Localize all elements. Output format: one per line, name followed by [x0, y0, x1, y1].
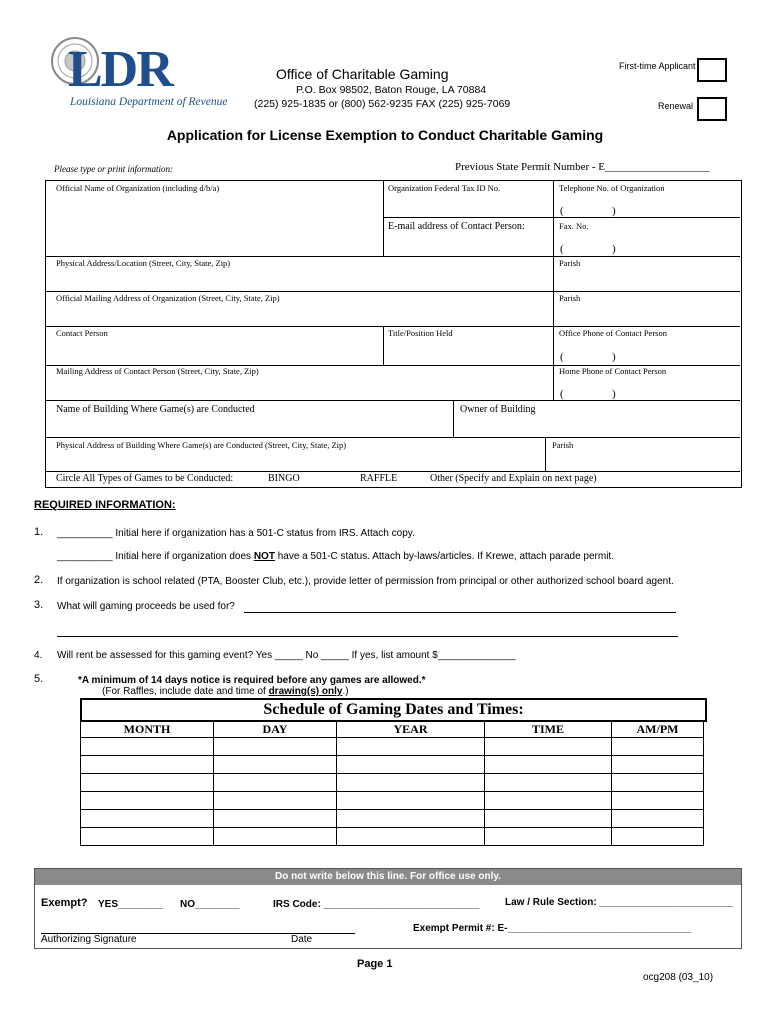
exempt-yes-field[interactable]: YES________: [98, 899, 163, 910]
schedule-cell-ampm[interactable]: [612, 738, 704, 756]
schedule-cell-time[interactable]: [485, 792, 612, 810]
date-label: Date: [291, 934, 313, 945]
schedule-row: [81, 792, 704, 810]
office-name: Office of Charitable Gaming: [276, 66, 449, 82]
renewal-label: Renewal: [658, 101, 694, 111]
parish-field-1[interactable]: Parish: [559, 258, 581, 268]
schedule-cell-month[interactable]: [81, 810, 214, 828]
schedule-cell-year[interactable]: [337, 810, 485, 828]
office-use-bar: Do not write below this line. For office use only.: [35, 869, 741, 885]
irs-code-field[interactable]: IRS Code: ____________________________: [273, 899, 480, 910]
schedule-cell-day[interactable]: [214, 792, 337, 810]
schedule-cell-year[interactable]: [337, 792, 485, 810]
q3-answer-line-2[interactable]: [57, 636, 678, 637]
q2-number: 2.: [34, 574, 44, 586]
schedule-cell-month[interactable]: [81, 756, 214, 774]
first-time-label: First-time Applicant: [619, 61, 696, 71]
contact-mailing-field[interactable]: Mailing Address of Contact Person (Street, City, State, Zip): [56, 366, 259, 376]
physical-address-field[interactable]: Physical Address/Location (Street, City, State, Zip): [56, 258, 231, 268]
page-title: Application for License Exemption to Conduct Charitable Gaming: [166, 127, 604, 143]
q3-answer-line-1[interactable]: [244, 612, 676, 613]
game-other-option[interactable]: Other (Specify and Explain on next page): [430, 473, 597, 484]
col-day: DAY: [214, 721, 337, 738]
q1-number: 1.: [34, 526, 44, 538]
office-use-box: [34, 868, 742, 949]
schedule-cell-day[interactable]: [214, 738, 337, 756]
q1-no-501c-initial[interactable]: __________ Initial here if organization does NOT have a 501-C status. Attach by-laws/articles. If Krewe, attach parade permit.: [57, 551, 614, 562]
q5-number: 5.: [34, 673, 44, 685]
schedule-row: [81, 738, 704, 756]
required-heading: REQUIRED INFORMATION:: [34, 499, 176, 511]
page-number: Page 1: [357, 958, 393, 970]
schedule-cell-time[interactable]: [485, 828, 612, 846]
schedule-cell-month[interactable]: [81, 828, 214, 846]
org-name-field[interactable]: Official Name of Organization (including d/b/a): [56, 183, 220, 193]
exempt-permit-field[interactable]: Exempt Permit #: E-_________________________________: [413, 923, 692, 934]
schedule-cell-day[interactable]: [214, 828, 337, 846]
q1-501c-initial[interactable]: __________ Initial here if organization has a 501-C status from IRS. Attach copy.: [57, 528, 415, 539]
schedule-cell-time[interactable]: [485, 756, 612, 774]
ldr-logo: [48, 34, 228, 114]
law-rule-field[interactable]: Law / Rule Section: ________________________: [505, 897, 733, 908]
q4-rent-question[interactable]: Will rent be assessed for this gaming event? Yes _____ No _____ If yes, list amount $______________: [57, 650, 516, 661]
col-year: YEAR: [337, 721, 485, 738]
q3-proceeds-question: What will gaming proceeds be used for?: [57, 601, 235, 612]
schedule-cell-year[interactable]: [337, 828, 485, 846]
schedule-cell-year[interactable]: [337, 738, 485, 756]
q2-school-related: If organization is school related (PTA, Booster Club, etc.), provide letter of permission from principal or other authorized school board agent.: [57, 576, 674, 587]
schedule-row: [81, 810, 704, 828]
telephone-area-code[interactable]: ( ): [560, 205, 616, 217]
instructions: Please type or print information:: [54, 164, 173, 174]
exempt-label: Exempt?: [41, 897, 88, 909]
email-field[interactable]: E-mail address of Contact Person:: [388, 221, 525, 232]
building-address-field[interactable]: Physical Address of Building Where Game(s) are Conducted (Street, City, State, Zip): [56, 440, 347, 450]
schedule-cell-day[interactable]: [214, 774, 337, 792]
fed-tax-id-field[interactable]: Organization Federal Tax ID No.: [388, 183, 501, 193]
office-phone-area-code[interactable]: ( ): [560, 351, 616, 363]
q4-number: 4.: [34, 650, 43, 661]
schedule-cell-time[interactable]: [485, 810, 612, 828]
col-month: MONTH: [81, 721, 214, 738]
schedule-cell-year[interactable]: [337, 756, 485, 774]
schedule-cell-day[interactable]: [214, 756, 337, 774]
parish-field-2[interactable]: Parish: [559, 293, 581, 303]
building-owner-field[interactable]: Owner of Building: [460, 404, 536, 415]
fax-field[interactable]: Fax. No.: [559, 221, 589, 231]
schedule-cell-time[interactable]: [485, 774, 612, 792]
schedule-header-row: [81, 721, 704, 738]
renewal-checkbox[interactable]: [697, 97, 727, 121]
organization-form: [45, 180, 742, 488]
first-time-checkbox[interactable]: [697, 58, 727, 82]
schedule-title: Schedule of Gaming Dates and Times:: [80, 698, 707, 722]
q5-raffle-note: (For Raffles, include date and time of drawing(s) only.): [102, 686, 349, 697]
mailing-address-field[interactable]: Official Mailing Address of Organization (Street, City, State, Zip): [56, 293, 280, 303]
previous-permit[interactable]: Previous State Permit Number - E___________________: [455, 161, 710, 173]
telephone-field[interactable]: Telephone No. of Organization: [559, 183, 665, 193]
fax-area-code[interactable]: ( ): [560, 243, 616, 255]
game-raffle-option[interactable]: RAFFLE: [360, 473, 398, 484]
logo-subtitle: Louisiana Department of Revenue: [70, 96, 228, 108]
logo-letters: LDR: [68, 41, 172, 98]
form-code: ocg208 (03_10): [643, 972, 714, 983]
schedule-cell-time[interactable]: [485, 738, 612, 756]
authorizing-signature-label: Authorizing Signature: [41, 934, 137, 945]
office-phone-field[interactable]: Office Phone of Contact Person: [559, 328, 667, 338]
schedule-cell-ampm[interactable]: [612, 792, 704, 810]
schedule-cell-ampm[interactable]: [612, 828, 704, 846]
schedule-cell-month[interactable]: [81, 738, 214, 756]
schedule-cell-day[interactable]: [214, 810, 337, 828]
schedule-cell-ampm[interactable]: [612, 810, 704, 828]
office-address: P.O. Box 98502, Baton Rouge, LA 70884: [296, 84, 487, 96]
contact-person-field[interactable]: Contact Person: [56, 328, 108, 338]
office-phone: (225) 925-1835 or (800) 562-9235 FAX (225) 925-7069: [254, 98, 511, 110]
col-ampm: AM/PM: [612, 721, 704, 738]
schedule-cell-month[interactable]: [81, 774, 214, 792]
schedule-table: [80, 720, 704, 846]
games-label: Circle All Types of Games to be Conducted:: [56, 473, 234, 484]
q5-notice: *A minimum of 14 days notice is required before any games are allowed.*: [78, 675, 426, 686]
parish-field-3[interactable]: Parish: [552, 440, 574, 450]
exempt-no-field[interactable]: NO________: [180, 899, 240, 910]
game-bingo-option[interactable]: BINGO: [268, 473, 300, 484]
schedule-row: [81, 774, 704, 792]
title-position-field[interactable]: Title/Position Held: [388, 328, 453, 338]
schedule-cell-year[interactable]: [337, 774, 485, 792]
schedule-cell-month[interactable]: [81, 792, 214, 810]
schedule-row: [81, 756, 704, 774]
q3-number: 3.: [34, 599, 44, 611]
col-time: TIME: [485, 721, 612, 738]
schedule-cell-ampm[interactable]: [612, 774, 704, 792]
home-phone-field[interactable]: Home Phone of Contact Person: [559, 366, 667, 376]
schedule-row: [81, 828, 704, 846]
home-phone-area-code[interactable]: ( ): [560, 388, 616, 400]
building-name-field[interactable]: Name of Building Where Game(s) are Conducted: [56, 404, 255, 415]
schedule-cell-ampm[interactable]: [612, 756, 704, 774]
